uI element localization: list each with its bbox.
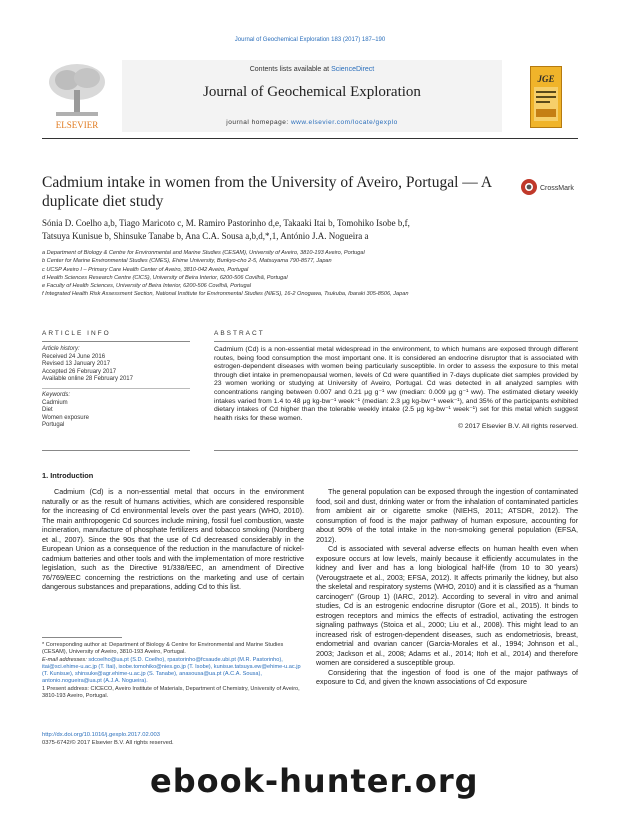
article-title: Cadmium intake in women from the University of Aveiro, Portugal — A duplicate diet study [42,174,492,210]
author-list [42,217,542,243]
history-online: Available online 28 February 2017 [42,376,133,383]
keyword-item: Diet [42,407,53,414]
article-info [42,346,190,430]
elsevier-logo [42,60,112,132]
doi-link[interactable]: http://dx.doi.org/10.1016/j.gexplo.2017.02.003 [42,732,160,738]
body-column-left [42,487,304,592]
abstract-end-rule [214,450,578,451]
intro-paragraph-2: The general population can be exposed through the ingestion of contaminated food, soil and dust, drinking water or from the inhalation of contaminated particles from ambient air or cigarette smoke (NIEHS, 2011; ATSDR, 2012). The consumption of food is the major pathway of human exposure, accounting for about 90% of the total intake in the non-smoking general population (EFSA, 2012). [316,487,578,544]
affiliation-b: b Center for Marine Environmental Studies (CMES), Ehime University, Bunkyo-cho 2-5, Matsuyama 790-8577, Japan [42,258,332,265]
history-received: Received 24 June 2016 [42,353,106,360]
email-links[interactable]: sdcoelho@ua.pt (S.D. Coelho), rpastorinho@fcsaude.ubi.pt (M.R. Pastorinho), itai@sci.ehime-u.ac.jp (T. Itai), isobe.tomohiko@nies.go.jp (T. Isobe), kunisue.tatsuya.ew@ehime-u.ac.jp (T. Kunisue), shinsuke@agr.ehime-u.ac.jp (S. Tanabe), anasousa@ua.pt (A.C.A. Sousa), antonio.nogueira@ua.pt (A.J.A. Nogueira). [42,656,301,685]
publisher-name: ELSEVIER [55,120,99,130]
section-heading-introduction: 1. Introduction [42,471,94,480]
article-info-heading: ARTICLE INFO [42,330,111,337]
abstract [214,346,578,432]
intro-paragraph-3: Cd is associated with several adverse effects on human health even when exposure occurs at low levels, mainly because it efficiently accumulates in the kidney and liver and has a long biological half-life (from 10 to 30 years) (Verougstraete et al., 2003; EFSA, 2012). It affects primarily the kidney, but also the skeletal and respiratory systems (WHO, 2010) and it is classified as a “human carcinogen” (Group 1) (IARC, 2012). According to several in vitro and animal studies, Cd is an estrogenic endocrine disruptor (Gore et al., 2015). It binds to estrogen receptors and mimics the effects of estradiol, activating the estrogen signaling pathways (Stoica et al., 2000; Liu et al., 2008). This might lead to an increased risk of estrogen-dependent diseases, such as endometriosis, breast, endometrial and ovarian cancer (Garcia-Morales et al., 1994; Johnson et al., 2003; Jackson et al., 2008; Adams et al., 2014; Itoh et al., 2014) and therefore women are considered a susceptible group. [316,544,578,667]
journal-reference[interactable]: Journal of Geochemical Exploration 183 (2017) 187–190 [234,37,386,43]
keyword-item: Women exposure [42,414,89,421]
affiliation-e: e Faculty of Health Sciences, University of Beira Interior, 6200-506 Covilhã, Portugal [42,283,251,290]
keywords-label: Keywords: [42,391,71,398]
affiliations [42,249,562,299]
issn-line: 0375-6742/© 2017 Elsevier B.V. All rights reserved. [42,739,174,746]
history-revised: Revised 13 January 2017 [42,361,111,368]
affiliation-a: a Department of Biology & Centre for Environmental and Marine Studies (CESAM), University of Aveiro, 3810-193 Aveiro, Portugal [42,250,365,256]
crossmark-label: CrossMark [540,185,574,192]
present-address-note: 1 Present address: CICECO, Aveiro Institute of Materials, Department of Chemistry, University of Aveiro, 3810-193 Aveiro, Portugal. [42,685,300,700]
abstract-heading: ABSTRACT [214,330,265,337]
crossmark-badge[interactable] [519,175,577,201]
corresponding-author-note: * Corresponding author at: Department of Biology & Centre for Environmental and Marine Studies (CESAM), University of Aveiro, 3810-193 Aveiro, Portugal. [42,642,284,656]
history-label: Article history: [42,346,80,352]
abstract-text: Cadmium (Cd) is a non-essential metal widespread in the environment, to which humans are exposed through different routes, being food consumption the most important one. It is considered an endocrine disruptor that is associated with estrogen-dependent diseases with women being particularly susceptible. In order to assess the exposure to this metal through diet intake in premenopausal women, levels of Cd were quantified in 7-days duplicate diet samples provided by 23 women working or studying at University of Aveiro, Portugal. Cd was detected in all analyzed samples with concentrations ranging between 0.007 and 0.21 μg g⁻¹ ww (median: 0.009 μg g⁻¹ ww). The estimated dietary weekly intakes varied from 1.4 to 48 μg kg-bw⁻¹ week⁻¹ (median: 2.3 μg kg-bw⁻¹ week⁻¹), and 35% of the participants exhibited dietary intakes of Cd higher than the tolerable weekly intake (2.5 μg kg-bw⁻¹ week⁻¹) set for this metal which suggest health risks for these women. [214,346,578,422]
authors-line-1: Sónia D. Coelho a,b, Tiago Maricoto c, M. Ramiro Pastorinho d,e, Takaaki Itai b, Tomohiko Isobe b,f, [42,218,410,228]
affiliation-d: d Health Sciences Research Centre (CICS), University of Beira Interior, 6200-506 Covilhã, Portugal [42,274,288,281]
cover-abbrev: JGE [537,74,555,84]
homepage-line [122,119,502,126]
contents-line [122,66,502,73]
intro-paragraph-1: Cadmium (Cd) is a non-essential metal that occurs in the environment naturally or as the result of humans activities, which are considered responsible for the increasing of Cd environmental levels over the past years (WHO, 2010). The main anthropogenic Cd sources include mining, fossil fuel combustion, waste incineration, manufacture of phosphate fertilizers and tobacco smoking (Nordberg et al., 2007). Since the 90s that the use of Cd decreased considerably in the European Union as a consequence of the reduction in the manufacture of nickel-cadmium batteries and other tools and with the implementation of more restrictive legislation, such as the Directive 91/338/EEC, an amendment of Directive 76/769/EEC concerning the restrictions on the marketing and use of certain dangerous substances and preparations, adding Cd to this list. [42,487,304,591]
history-accepted: Accepted 26 February 2017 [42,368,117,375]
masthead [122,60,502,132]
authors-line-2: Tatsuya Kunisue b, Shinsuke Tanabe b, Ana C.A. Sousa a,b,d,*,1, António J.A. Nogueira a [42,231,369,241]
keyword-item: Cadmium [42,399,68,406]
abstract-rule [214,341,578,342]
journal-title: Journal of Geochemical Exploration [203,84,421,100]
homepage-prefix: journal homepage: [226,119,291,126]
journal-cover [530,66,562,128]
homepage-link[interactable]: www.elsevier.com/locate/gexplo [290,119,398,126]
crossmark-icon [519,175,577,201]
body-column-right [316,487,578,687]
footnotes [42,642,304,700]
abstract-copyright: © 2017 Elsevier B.V. All rights reserved. [458,423,578,431]
intro-paragraph-4: Considering that the ingestion of food is one of the major pathways of exposure to Cd, and given the known associations of Cd exposure [316,667,578,686]
keyword-item: Portugal [42,422,65,429]
elsevier-tree-icon [42,60,112,132]
article-info-end-rule [42,450,190,451]
journal-header [42,60,578,132]
doi-block [42,732,342,747]
watermark: ebook-hunter.org [150,762,479,800]
sciencedirect-link[interactable]: ScienceDirect [331,66,375,73]
affiliation-f: f Integrated Health Risk Assessment Section, National Institute for Environmental Studies (NIES), 16-2 Onogawa, Tsukuba, Ibaraki 305-8506, Japan [42,291,409,298]
footnote-rule [42,637,122,638]
header-rule [42,138,578,139]
article-info-rule [42,341,190,342]
info-divider [42,388,190,389]
affiliation-c: c UCSP Aveiro I – Primary Care Health Center of Aveiro, 3810-042 Aveiro, Portugal [42,266,249,273]
emails-label: E-mail addresses: [42,656,89,663]
contents-prefix: Contents lists available at [249,66,332,73]
